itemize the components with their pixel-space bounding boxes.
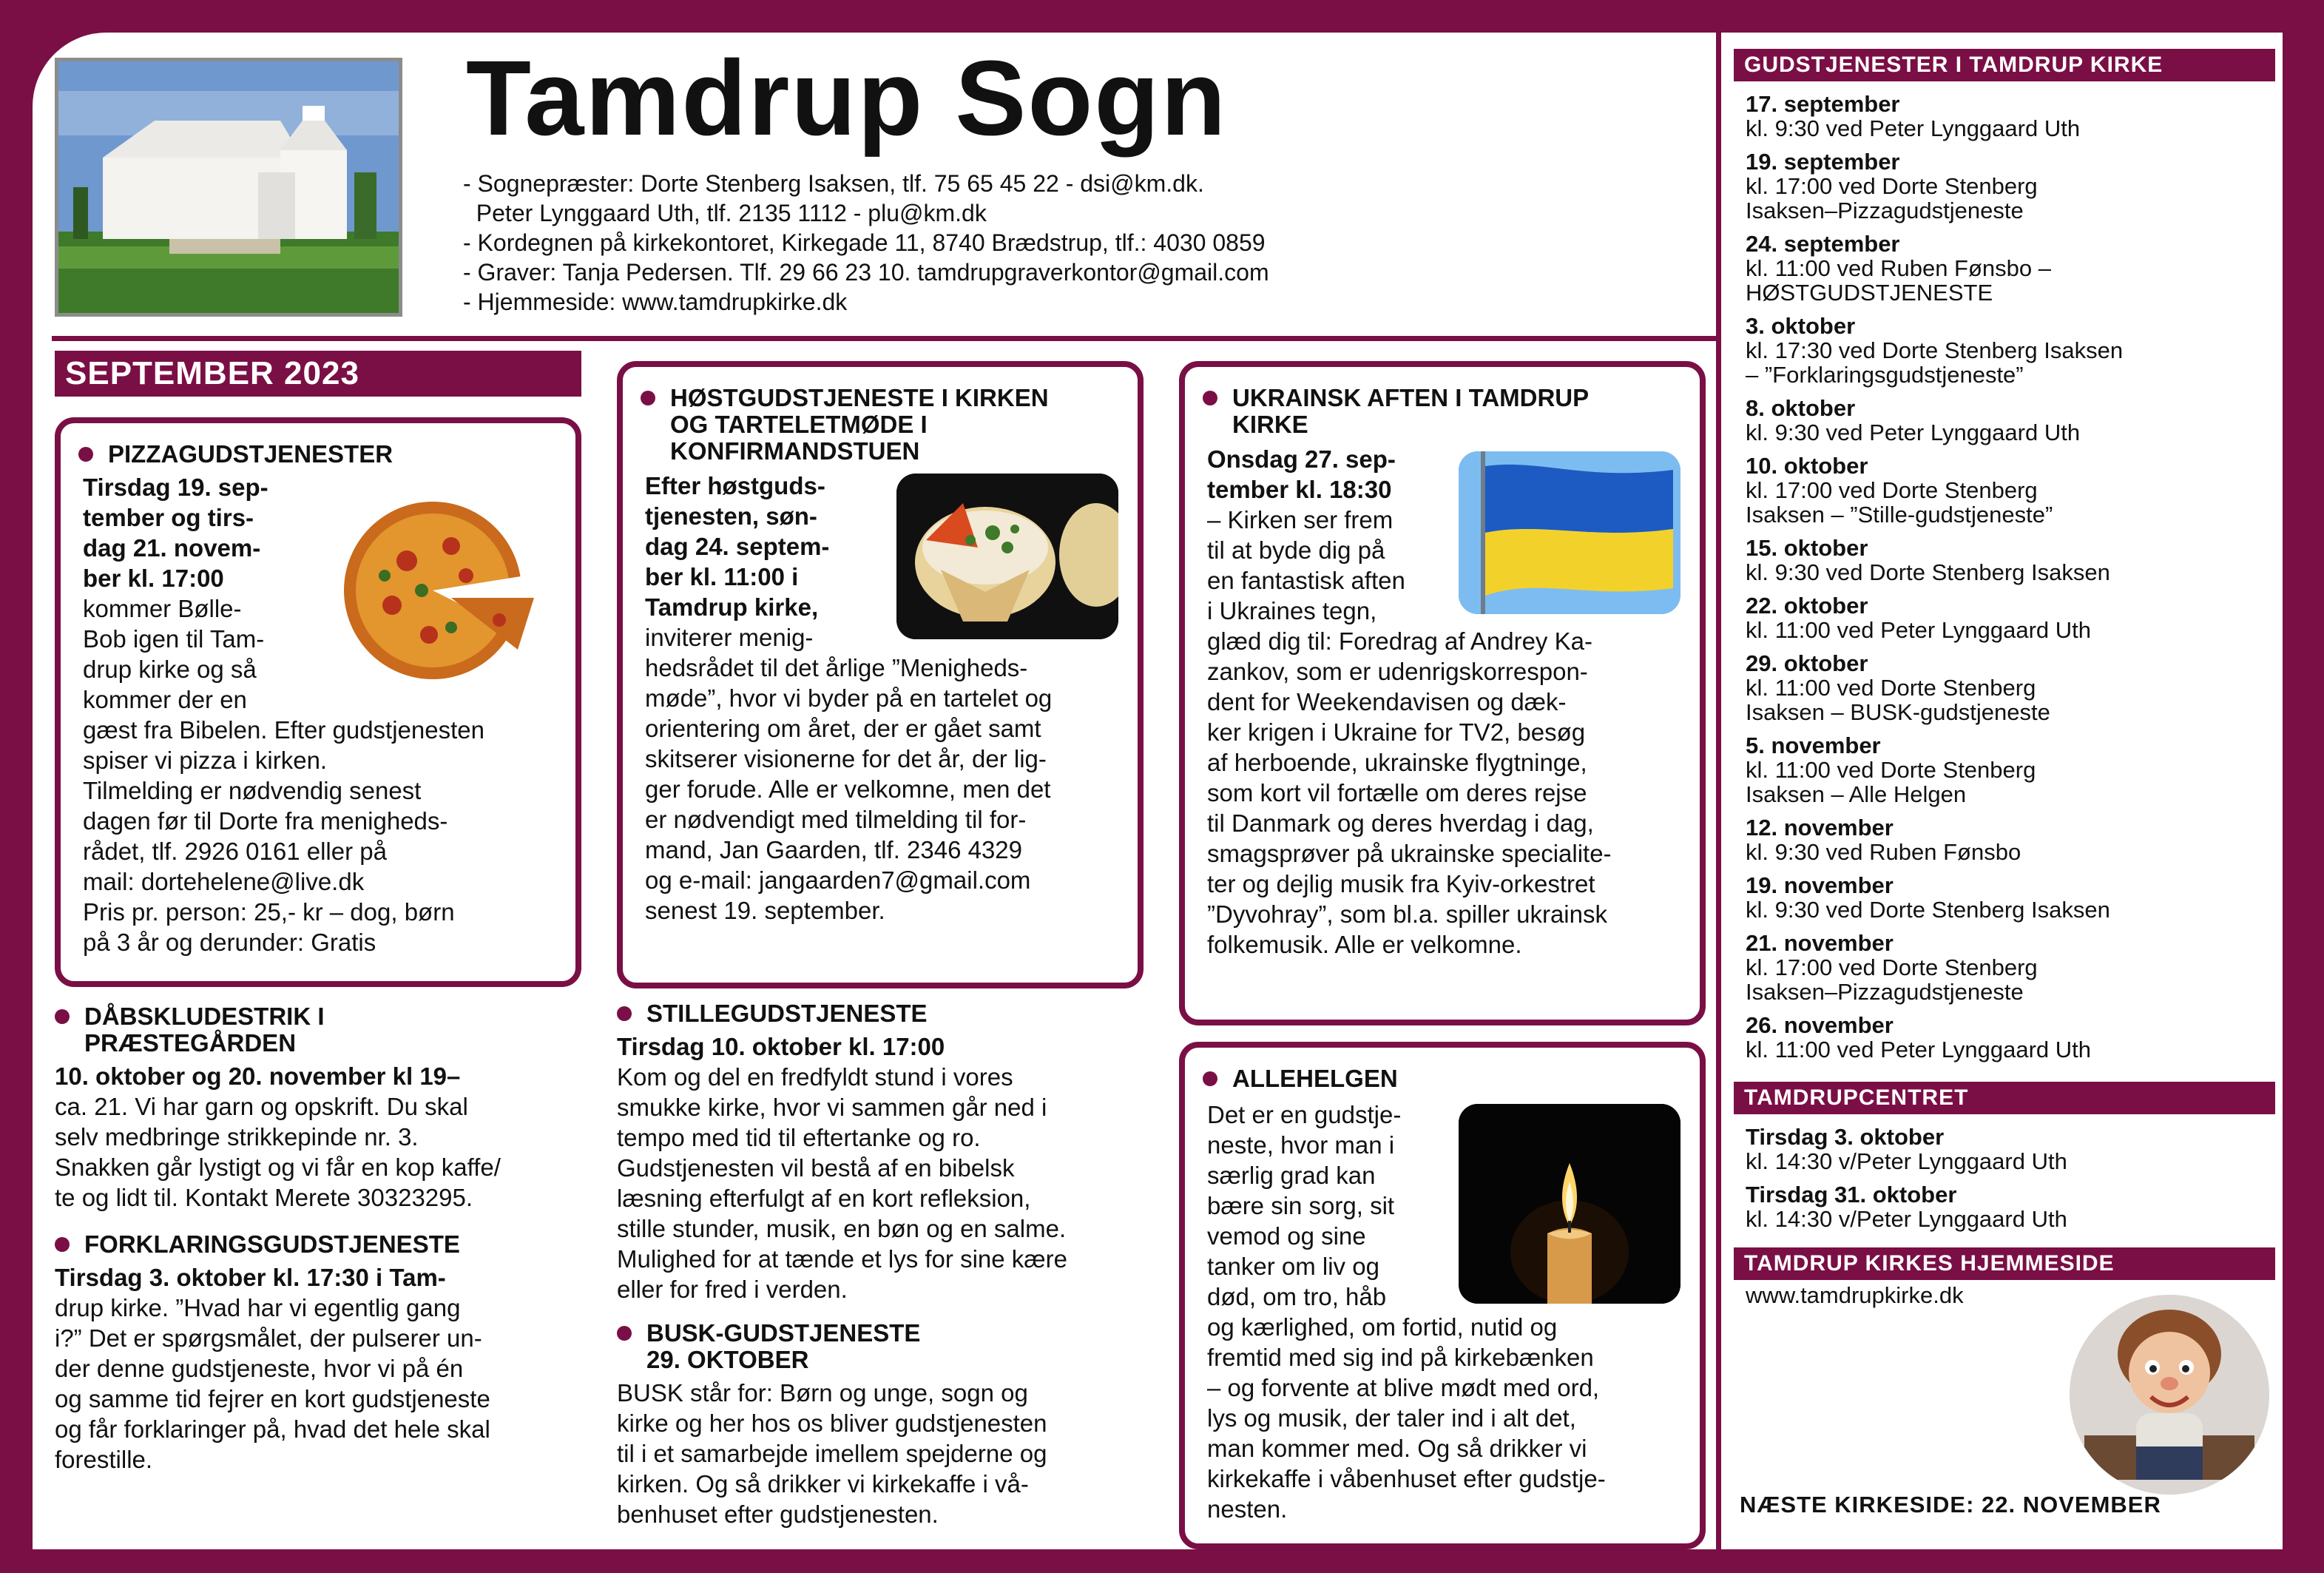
text-line: man kommer med. Og så drikker vi — [1207, 1435, 1587, 1462]
text-line: til at byde dig på — [1207, 536, 1385, 564]
text-line: kommer der en — [83, 686, 247, 713]
service-date: 19. november — [1746, 872, 1894, 898]
heading-line: DÅBSKLUDESTRIK I — [84, 1003, 325, 1030]
services-list — [1746, 92, 2263, 1062]
allehelgen-box — [1179, 1042, 1706, 1549]
service-detail: kl. 11:00 ved Ruben Fønsbo – — [1746, 255, 2052, 281]
ukraine-text-narrow — [1207, 444, 1444, 626]
text-line: ca. 21. Vi har garn og opskrift. Du skal — [55, 1093, 468, 1120]
centret-item — [1746, 1125, 2263, 1173]
text-line: dag 24. septem- — [645, 533, 830, 560]
text-line: Tamdrup kirke, — [645, 593, 819, 621]
text-line: rådet, tlf. 2926 0161 eller på — [83, 838, 387, 865]
text-line: smukke kirke, hvor vi sammen går ned i — [617, 1094, 1047, 1121]
text-line: en fantastisk aften — [1207, 567, 1405, 594]
service-detail: kl. 9:30 ved Peter Lynggaard Uth — [1746, 420, 2081, 445]
text-line: til i et samarbejde imellem spejderne og — [617, 1440, 1047, 1467]
text-line: Det er en gudstje- — [1207, 1101, 1402, 1128]
text-line: nesten. — [1207, 1495, 1288, 1523]
contact-line: - Kordegnen på kirkekontoret, Kirkegade 11, 8740 Brædstrup, tlf.: 4030 0859 — [463, 229, 1266, 256]
service-item — [1746, 733, 2263, 806]
service-item — [1746, 1013, 2263, 1062]
text-line: hedsrådet til det årlige ”Menigheds- — [645, 654, 1028, 681]
contact-line: - Sognepræster: Dorte Stenberg Isaksen, tlf. 75 65 45 22 - dsi@km.dk. — [463, 170, 1204, 197]
service-detail: Isaksen – ”Stille-gudstjeneste” — [1746, 502, 2053, 528]
text-line: skitserer visionerne for det år, der lig- — [645, 745, 1047, 772]
text-line: kommer Bølle- — [83, 595, 242, 622]
host-text-wide — [645, 653, 1122, 926]
service-item — [1746, 931, 2263, 1004]
text-line: læsning efterfulgt af en kort refleksion, — [617, 1185, 1031, 1212]
text-line: forestille. — [55, 1446, 153, 1473]
text-line: ger forude. Alle er velkomne, men det — [645, 775, 1051, 803]
service-detail: kl. 9:30 ved Ruben Fønsbo — [1746, 839, 2021, 865]
heading-line: BUSK-GUDSTJENESTE — [646, 1319, 921, 1347]
service-detail: – ”Forklaringsgudstjeneste” — [1746, 362, 2024, 388]
allehelgen-text-wide — [1207, 1312, 1684, 1524]
text-line: ker krigen i Ukraine for TV2, besøg — [1207, 718, 1586, 746]
month-banner: SEPTEMBER 2023 — [55, 351, 581, 397]
pizza-heading: PIZZAGUDSTJENESTER — [78, 441, 393, 468]
service-detail: kl. 11:00 ved Dorte Stenberg — [1746, 757, 2036, 783]
text-line: glæd dig til: Foredrag af Andrey Ka- — [1207, 627, 1592, 655]
pizza-text-wide — [83, 715, 556, 957]
puppet-photo — [2070, 1295, 2269, 1495]
forklaring-section — [55, 1231, 595, 1475]
service-date: 8. oktober — [1746, 395, 1856, 421]
text-line: spiser vi pizza i kirken. — [83, 747, 328, 774]
host-heading — [641, 385, 1049, 465]
host-box — [617, 361, 1144, 988]
text-line: ter og dejlig musik fra Kyiv-orkestret — [1207, 870, 1595, 897]
text-line: ber kl. 17:00 — [83, 565, 224, 592]
text-line: ber kl. 11:00 i — [645, 563, 799, 590]
stille-text — [617, 1031, 1141, 1304]
service-item — [1746, 232, 2263, 305]
centret-title: TAMDRUPCENTRET — [1734, 1082, 2275, 1114]
text-line: selv medbringe strikkepinde nr. 3. — [55, 1123, 419, 1151]
service-detail: Isaksen–Pizzagudstjeneste — [1746, 198, 2024, 223]
ukraine-box — [1179, 361, 1706, 1025]
text-line: dagen før til Dorte fra menigheds- — [83, 807, 448, 835]
service-item — [1746, 92, 2263, 141]
pizza-photo — [340, 494, 540, 687]
host-text-narrow — [645, 471, 885, 653]
services-title: GUDSTJENESTER I TAMDRUP KIRKE — [1734, 49, 2275, 81]
service-date: 5. november — [1746, 732, 1881, 758]
service-detail: kl. 11:00 ved Peter Lynggaard Uth — [1746, 617, 2092, 643]
website-link[interactable]: www.tamdrupkirke.dk — [1746, 1282, 1964, 1308]
next-issue-note: NÆSTE KIRKESIDE: 22. NOVEMBER — [1740, 1492, 2161, 1518]
forklaring-heading: FORKLARINGSGUDSTJENESTE — [55, 1231, 595, 1258]
daab-heading — [55, 1003, 595, 1057]
text-line: lys og musik, der taler ind i alt det, — [1207, 1404, 1576, 1432]
service-item — [1746, 536, 2263, 585]
busk-text — [617, 1378, 1141, 1529]
text-line: fremtid med sig ind på kirkebænken — [1207, 1344, 1594, 1371]
text-line: i Ukraines tegn, — [1207, 597, 1377, 624]
heading-line: HØSTGUDSTJENESTE I KIRKEN — [670, 384, 1049, 411]
contact-line: - Graver: Tanja Pedersen. Tlf. 29 66 23 10. tamdrupgraverkontor@gmail.com — [463, 259, 1269, 286]
text-line: som kort vil fortælle om deres rejse — [1207, 779, 1587, 806]
text-line: ”Dyvohray”, som bl.a. spiller ukrainsk — [1207, 900, 1607, 928]
service-date: 10. oktober — [1746, 453, 1868, 479]
centret-date: Tirsdag 31. oktober — [1746, 1182, 1957, 1207]
text-line: bære sin sorg, sit — [1207, 1192, 1395, 1219]
text-line: zankov, som er udenrigskorrespon- — [1207, 658, 1588, 685]
text-line: tember kl. 18:30 — [1207, 476, 1392, 503]
text-line: eller for fred i verden. — [617, 1276, 848, 1303]
forklaring-text — [55, 1262, 578, 1475]
busk-section — [617, 1320, 1157, 1529]
heading-line: KONFIRMANDSTUEN — [670, 437, 920, 465]
text-line: te og lidt til. Kontakt Merete 30323295. — [55, 1184, 473, 1211]
contact-line: - Hjemmeside: www.tamdrupkirke.dk — [463, 289, 848, 315]
service-detail: kl. 17:00 ved Dorte Stenberg — [1746, 954, 2038, 980]
text-line: Snakken går lystigt og vi får en kop kaffe/ — [55, 1153, 501, 1181]
ukraine-heading — [1203, 385, 1589, 438]
text-line: mail: dortehelene@live.dk — [83, 868, 365, 895]
text-line: Pris pr. person: 25,- kr – dog, børn — [83, 898, 455, 926]
text-line: mand, Jan Gaarden, tlf. 2346 4329 — [645, 836, 1023, 863]
text-line: Gudstjenesten vil bestå af en bibelsk — [617, 1154, 1015, 1182]
contact-line: Peter Lynggaard Uth, tlf. 2135 1112 - plu@km.dk — [463, 200, 987, 226]
heading-line: KIRKE — [1232, 411, 1308, 438]
text-line: Tirsdag 3. oktober kl. 17:30 i Tam- — [55, 1264, 446, 1291]
daab-text — [55, 1061, 578, 1213]
text-line: der denne gudstjeneste, hvor vi på én — [55, 1355, 464, 1382]
service-item — [1746, 815, 2263, 864]
text-line: af herboende, ukrainske flygtninge, — [1207, 749, 1587, 776]
stille-section — [617, 1000, 1157, 1304]
text-line: Mulighed for at tænde et lys for sine kære — [617, 1245, 1067, 1273]
busk-heading — [617, 1320, 1157, 1373]
ukraine-text-wide — [1207, 626, 1684, 960]
text-line: kirkekaffe i våbenhuset efter gudstje- — [1207, 1465, 1606, 1492]
text-line: kirke og her hos os bliver gudstjenesten — [617, 1409, 1047, 1437]
text-line: og får forklaringer på, hvad det hele skal — [55, 1415, 490, 1443]
service-date: 12. november — [1746, 815, 1894, 841]
service-item — [1746, 651, 2263, 724]
service-date: 21. november — [1746, 930, 1894, 956]
contact-list — [463, 169, 1269, 317]
service-date: 24. september — [1746, 231, 1900, 257]
church-photo — [55, 58, 402, 317]
service-detail: kl. 11:00 ved Dorte Stenberg — [1746, 675, 2036, 701]
text-line: – og forvente at blive mødt med ord, — [1207, 1374, 1600, 1401]
service-date: 26. november — [1746, 1012, 1894, 1038]
text-line: Efter høstguds- — [645, 472, 825, 499]
text-line: 10. oktober og 20. november kl 19– — [55, 1062, 461, 1090]
text-line: Bob igen til Tam- — [83, 625, 265, 653]
text-line: dent for Weekendavisen og dæk- — [1207, 688, 1567, 715]
service-date: 29. oktober — [1746, 650, 1868, 676]
tartlet-photo — [896, 474, 1118, 639]
service-detail: Isaksen–Pizzagudstjeneste — [1746, 979, 2024, 1005]
text-line: smagsprøver på ukrainske specialite- — [1207, 840, 1612, 867]
text-line: folkemusik. Alle er velkomne. — [1207, 931, 1522, 958]
text-line: og samme tid fejrer en kort gudstjeneste — [55, 1385, 490, 1412]
service-item — [1746, 314, 2263, 387]
text-line: Tirsdag 10. oktober kl. 17:00 — [617, 1033, 945, 1060]
text-line: tember og tirs- — [83, 504, 254, 531]
text-line: særlig grad kan — [1207, 1162, 1376, 1189]
service-date: 22. oktober — [1746, 593, 1868, 619]
allehelgen-text-narrow — [1207, 1099, 1444, 1312]
text-line: neste, hvor man i — [1207, 1131, 1395, 1159]
service-detail: HØSTGUDSTJENESTE — [1746, 280, 1993, 306]
service-date: 19. september — [1746, 149, 1900, 175]
text-line: BUSK står for: Børn og unge, sogn og — [617, 1379, 1028, 1407]
text-line: død, om tro, håb — [1207, 1283, 1387, 1310]
heading-line: UKRAINSK AFTEN I TAMDRUP — [1232, 384, 1590, 411]
text-line: benhuset efter gudstjenesten. — [617, 1500, 939, 1528]
heading-line: OG TARTELETMØDE I — [670, 411, 928, 438]
service-detail: Isaksen – Alle Helgen — [1746, 781, 1967, 807]
text-line: Onsdag 27. sep- — [1207, 445, 1396, 473]
centret-detail: kl. 14:30 v/Peter Lynggaard Uth — [1746, 1206, 2067, 1232]
service-detail: kl. 17:00 ved Dorte Stenberg — [1746, 173, 2038, 199]
text-line: er nødvendigt med tilmelding til for- — [645, 806, 1027, 833]
centret-item — [1746, 1182, 2263, 1231]
text-line: gæst fra Bibelen. Efter gudstjenesten — [83, 716, 484, 744]
daab-section — [55, 1003, 595, 1213]
text-line: senest 19. september. — [645, 897, 885, 924]
text-line: Tilmelding er nødvendig senest — [83, 777, 422, 804]
web-title: TAMDRUP KIRKES HJEMMESIDE — [1734, 1247, 2275, 1280]
centret-date: Tirsdag 3. oktober — [1746, 1124, 1945, 1150]
page-title: Tamdrup Sogn — [466, 38, 1228, 158]
text-line: drup kirke og så — [83, 656, 257, 683]
text-line: drup kirke. ”Hvad har vi egentlig gang — [55, 1294, 461, 1321]
centret-detail: kl. 14:30 v/Peter Lynggaard Uth — [1746, 1148, 2067, 1174]
service-date: 17. september — [1746, 91, 1900, 117]
service-date: 15. oktober — [1746, 535, 1868, 561]
text-line: orientering om året, der er gået samt — [645, 715, 1041, 742]
text-line: vemod og sine — [1207, 1222, 1366, 1250]
text-line: tempo med tid til eftertanke og ro. — [617, 1124, 981, 1151]
service-date: 3. oktober — [1746, 313, 1856, 339]
text-line: – Kirken ser frem — [1207, 506, 1394, 533]
text-line: tanker om liv og — [1207, 1253, 1379, 1280]
ukraine-flag-photo — [1459, 451, 1680, 614]
service-detail: kl. 17:30 ved Dorte Stenberg Isaksen — [1746, 337, 2124, 363]
text-line: Kom og del en fredfyldt stund i vores — [617, 1063, 1013, 1091]
allehelgen-heading: ALLEHELGEN — [1203, 1065, 1398, 1092]
column-divider — [1716, 33, 1721, 1549]
page-content — [33, 33, 2283, 1549]
service-detail: kl. 11:00 ved Peter Lynggaard Uth — [1746, 1037, 2092, 1062]
service-item — [1746, 873, 2263, 922]
text-line: og kærlighed, om fortid, nutid og — [1207, 1313, 1558, 1341]
stille-heading: STILLEGUDSTJENESTE — [617, 1000, 1157, 1027]
text-line: møde”, hvor vi byder på en tartelet og — [645, 684, 1053, 712]
service-detail: kl. 9:30 ved Dorte Stenberg Isaksen — [1746, 559, 2110, 585]
candle-photo — [1459, 1104, 1680, 1304]
service-item — [1746, 593, 2263, 642]
text-line: inviterer menig- — [645, 624, 814, 651]
service-item — [1746, 454, 2263, 527]
text-line: til Danmark og deres hverdag i dag, — [1207, 809, 1594, 837]
pizza-box — [55, 417, 581, 987]
text-line: og e-mail: jangaarden7@gmail.com — [645, 866, 1031, 894]
text-line: tjenesten, søn- — [645, 502, 817, 530]
text-line: i?” Det er spørgsmålet, der pulserer un- — [55, 1324, 482, 1352]
text-line: stille stunder, musik, en bøn og en salme. — [617, 1215, 1067, 1242]
service-detail: kl. 9:30 ved Dorte Stenberg Isaksen — [1746, 897, 2110, 923]
service-detail: kl. 9:30 ved Peter Lynggaard Uth — [1746, 115, 2081, 141]
service-item — [1746, 396, 2263, 445]
text-line: på 3 år og derunder: Gratis — [83, 929, 376, 956]
text-line: dag 21. novem- — [83, 534, 261, 562]
text-line: Tirsdag 19. sep- — [83, 474, 268, 501]
heading-line: 29. OKTOBER — [646, 1346, 809, 1373]
service-item — [1746, 149, 2263, 223]
text-line: kirken. Og så drikker vi kirkekaffe i vå- — [617, 1470, 1029, 1498]
pizza-text-narrow — [83, 472, 331, 715]
service-detail: Isaksen – BUSK-gudstjeneste — [1746, 699, 2050, 725]
heading-line: PRÆSTEGÅRDEN — [84, 1029, 297, 1057]
centret-list — [1746, 1125, 2263, 1231]
header-divider — [52, 336, 1716, 341]
service-detail: kl. 17:00 ved Dorte Stenberg — [1746, 477, 2038, 503]
